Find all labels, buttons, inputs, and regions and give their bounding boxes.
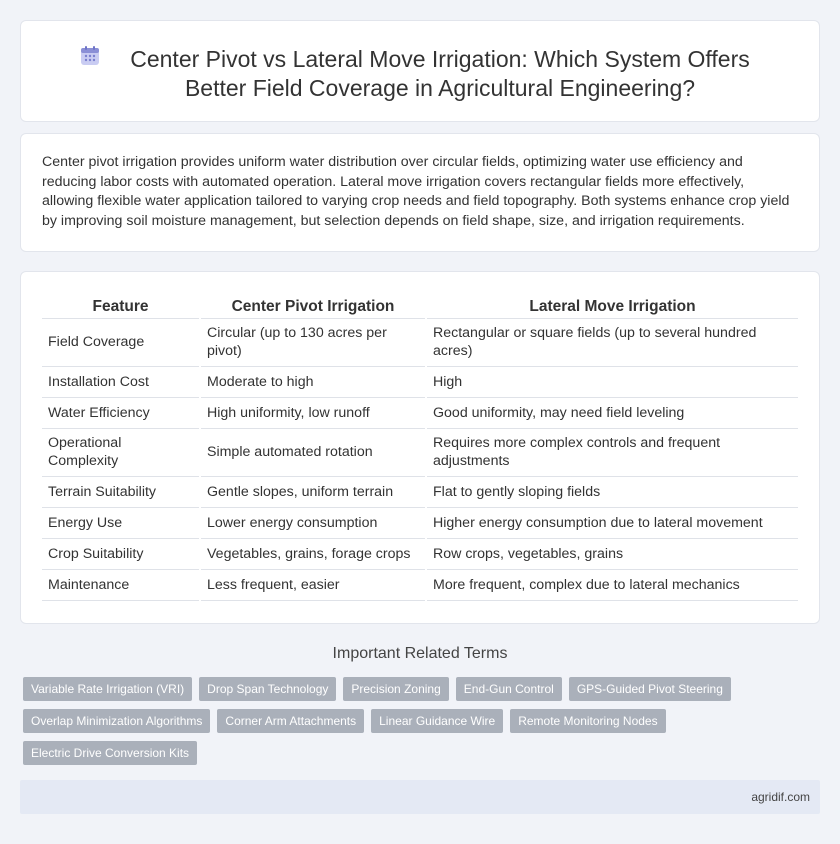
related-term-tag[interactable]: Drop Span Technology — [199, 677, 336, 701]
footer-site-link[interactable]: agridif.com — [751, 790, 810, 804]
lateral-move-cell: More frequent, complex due to lateral mechanics — [426, 569, 798, 600]
feature-cell: Operational Complexity — [42, 428, 200, 476]
feature-cell: Energy Use — [42, 507, 200, 538]
feature-cell: Terrain Suitability — [42, 476, 200, 507]
tag-row — [23, 741, 823, 773]
lateral-move-cell: Flat to gently sloping fields — [426, 476, 798, 507]
center-pivot-cell: Moderate to high — [200, 366, 426, 397]
lateral-move-cell: Good uniformity, may need field leveling — [426, 397, 798, 428]
comparison-card — [20, 271, 820, 624]
table-row — [42, 366, 798, 397]
related-terms-list — [23, 677, 823, 773]
feature-cell: Crop Suitability — [42, 538, 200, 569]
center-pivot-cell: Gentle slopes, uniform terrain — [200, 476, 426, 507]
tag-row — [23, 709, 823, 741]
center-pivot-cell: Simple automated rotation — [200, 428, 426, 476]
table-row — [42, 476, 798, 507]
related-term-tag[interactable]: Corner Arm Attachments — [217, 709, 364, 733]
center-pivot-cell: Circular (up to 130 acres per pivot) — [200, 318, 426, 366]
table-row — [42, 397, 798, 428]
lateral-move-cell: Higher energy consumption due to lateral movement — [426, 507, 798, 538]
table-header-row — [42, 296, 798, 318]
related-term-tag[interactable]: Precision Zoning — [343, 677, 448, 701]
feature-cell: Field Coverage — [42, 318, 200, 366]
table-row — [42, 428, 798, 476]
related-terms-heading: Important Related Terms — [332, 645, 508, 662]
intro-card — [20, 133, 820, 252]
title-card — [20, 20, 820, 122]
lateral-move-cell: High — [426, 366, 798, 397]
intro-paragraph: Center pivot irrigation provides uniform water distribution over circular fields, optimizing water use efficiency and reducing labor costs with automated operation. Lateral move irrigation covers rectangular fields more effectively, allowing flexible water application tailored to varying crop needs and field topography. Both systems enhance crop yield by improving soil moisture management, but selection depends on field shape, size, and irrigation requirements. — [42, 154, 790, 229]
lateral-move-cell: Row crops, vegetables, grains — [426, 538, 798, 569]
center-pivot-cell: Less frequent, easier — [200, 569, 426, 600]
related-term-tag[interactable]: Variable Rate Irrigation (VRI) — [23, 677, 192, 701]
center-pivot-cell: High uniformity, low runoff — [200, 397, 426, 428]
lateral-move-cell: Rectangular or square fields (up to several hundred acres) — [426, 318, 798, 366]
page-title: Center Pivot vs Lateral Move Irrigation: Which System Offers Better Field Coverage in Agricultural Engineering? — [130, 46, 750, 101]
feature-cell: Water Efficiency — [42, 397, 200, 428]
comparison-table — [42, 296, 798, 601]
related-term-tag[interactable]: End-Gun Control — [456, 677, 562, 701]
table-row — [42, 569, 798, 600]
table-row — [42, 318, 798, 366]
header-feature: Feature — [42, 296, 200, 318]
table-row — [42, 538, 798, 569]
header-lateral-move: Lateral Move Irrigation — [426, 296, 798, 318]
related-term-tag[interactable]: Electric Drive Conversion Kits — [23, 741, 197, 765]
table-row — [42, 507, 798, 538]
center-pivot-cell: Lower energy consumption — [200, 507, 426, 538]
feature-cell: Installation Cost — [42, 366, 200, 397]
header-center-pivot: Center Pivot Irrigation — [200, 296, 426, 318]
center-pivot-cell: Vegetables, grains, forage crops — [200, 538, 426, 569]
footer — [20, 780, 820, 814]
feature-cell: Maintenance — [42, 569, 200, 600]
related-term-tag[interactable]: Linear Guidance Wire — [371, 709, 503, 733]
related-term-tag[interactable]: Overlap Minimization Algorithms — [23, 709, 210, 733]
related-term-tag[interactable]: Remote Monitoring Nodes — [510, 709, 665, 733]
lateral-move-cell: Requires more complex controls and frequent adjustments — [426, 428, 798, 476]
tag-row — [23, 677, 823, 709]
related-term-tag[interactable]: GPS-Guided Pivot Steering — [569, 677, 731, 701]
